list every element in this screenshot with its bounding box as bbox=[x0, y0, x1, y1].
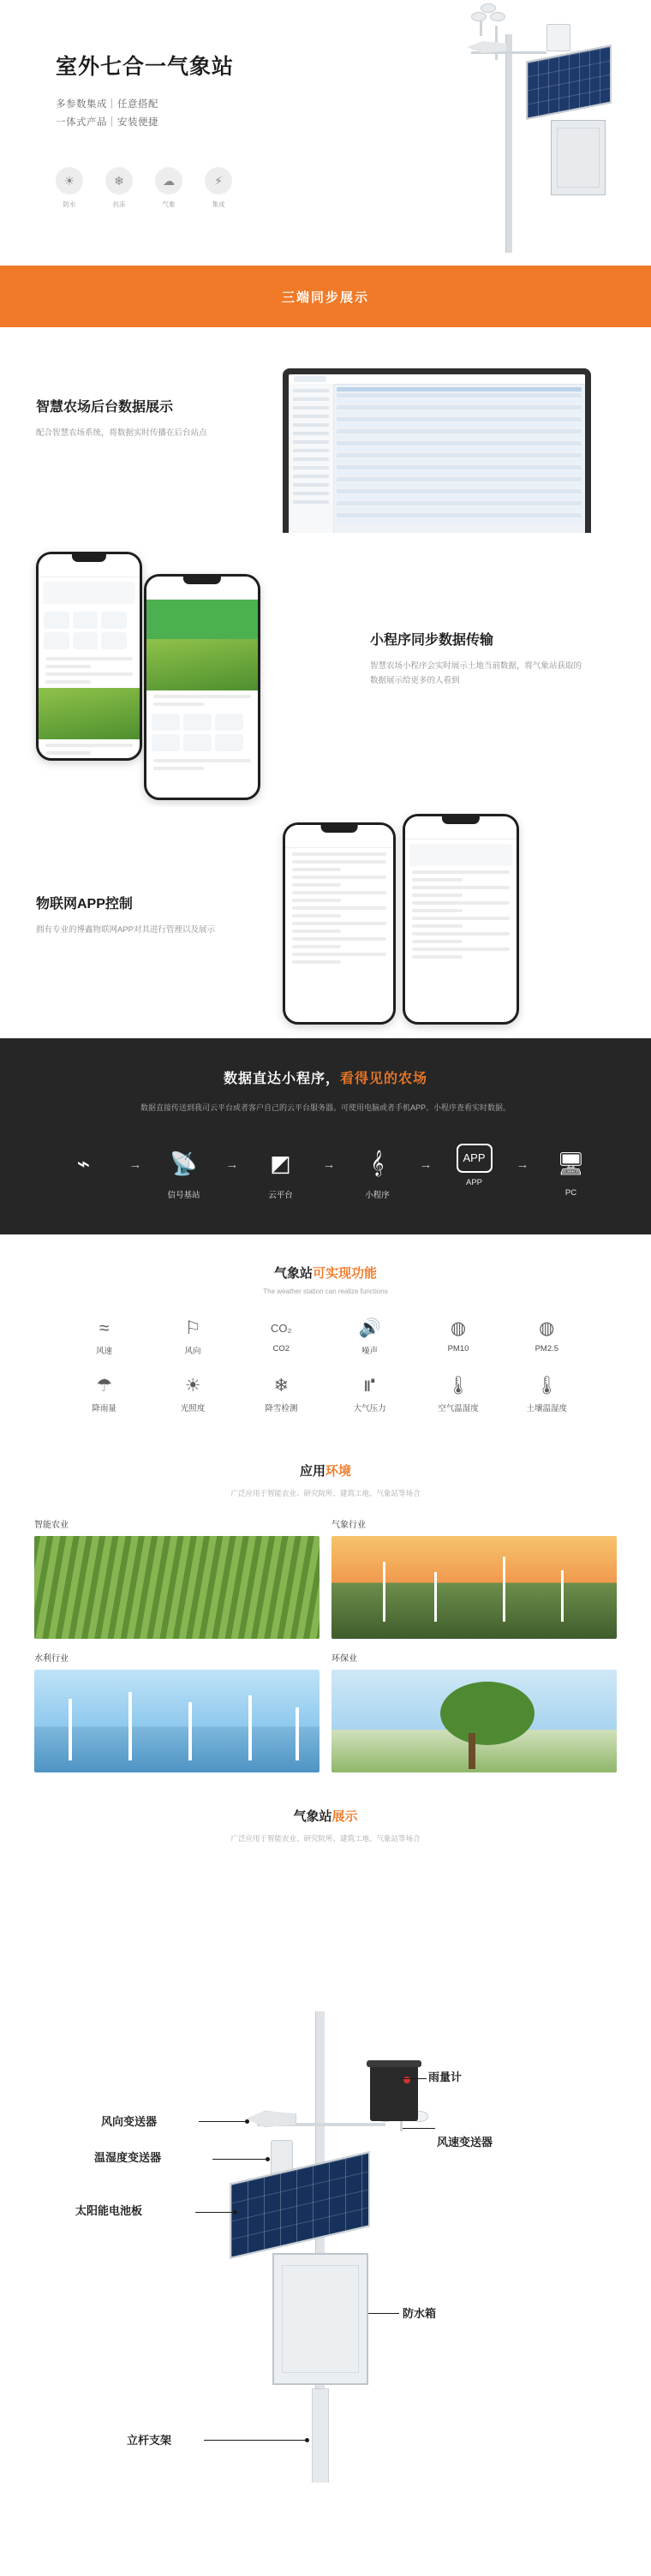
photo-caption-2: 水利行业 bbox=[34, 1654, 69, 1664]
rainfall-icon: ☂ bbox=[96, 1376, 113, 1396]
function-label-10: 空气温湿度 bbox=[438, 1404, 479, 1414]
marker-wind-direction bbox=[245, 2119, 249, 2124]
flow-arrow-2: → bbox=[225, 1157, 239, 1172]
hero-section bbox=[0, 0, 651, 266]
app-icon bbox=[457, 1144, 493, 1173]
flow-arrow-5: → bbox=[516, 1157, 529, 1172]
phone-photo bbox=[39, 688, 140, 739]
application-title-prefix: 应用 bbox=[299, 1464, 326, 1479]
integrated-icon: ⚡ bbox=[205, 167, 232, 194]
function-rainfall bbox=[60, 1375, 148, 1414]
functions-grid bbox=[60, 1318, 591, 1432]
snow-detection-icon: ❄ bbox=[273, 1376, 290, 1396]
application-section bbox=[0, 1455, 651, 1795]
photo-caption-3: 环保业 bbox=[331, 1654, 357, 1664]
function-illuminance bbox=[148, 1375, 236, 1414]
frost-resistant-icon: ❄ bbox=[105, 167, 133, 194]
flow-arrow-3: → bbox=[322, 1157, 336, 1172]
function-label-3: 噪声 bbox=[361, 1347, 379, 1356]
sync-banner-text: 三端同步展示 bbox=[281, 290, 369, 305]
flow-pc bbox=[538, 1144, 605, 1198]
hero-subtitle bbox=[56, 96, 234, 132]
backend-display-section bbox=[0, 327, 651, 533]
co2-icon: CO₂ bbox=[271, 1322, 292, 1335]
photo-image-3 bbox=[331, 1670, 617, 1772]
phone-notch bbox=[183, 577, 221, 584]
leader-waterproof-box bbox=[368, 2313, 399, 2314]
backend-desc: 配合智慧农场系统，将数据实时传播在后台站点 bbox=[36, 428, 207, 438]
app-control-section bbox=[0, 807, 651, 1038]
functions-section bbox=[0, 1234, 651, 1455]
function-co2 bbox=[237, 1318, 326, 1356]
data-flow-title bbox=[0, 1067, 651, 1087]
hero-feature-label-2: 气象 bbox=[162, 200, 176, 208]
phone-notch bbox=[72, 554, 106, 562]
function-soil-temp-humidity bbox=[503, 1375, 591, 1414]
data-flow-desc: 数据直接传送到我司云平台或者客户自己的云平台服务器。可使用电脑或者手机APP、小程序查看实时数据。 bbox=[140, 1103, 511, 1112]
flow-weather-station bbox=[47, 1144, 121, 1188]
function-label-5: PM2.5 bbox=[535, 1344, 559, 1354]
photo-caption-1: 气象行业 bbox=[331, 1521, 366, 1530]
hero-feature-label-0: 防水 bbox=[63, 200, 76, 208]
phone-card bbox=[43, 582, 135, 604]
application-desc: 广泛应用于智能农业、研究院所、建筑工地、气象站等场合 bbox=[230, 1489, 421, 1497]
phone-field-photo bbox=[146, 639, 258, 690]
functions-title-prefix: 气象站 bbox=[273, 1266, 313, 1281]
phone-notch bbox=[321, 825, 358, 833]
pc-monitor-icon: 🖥 bbox=[556, 1150, 585, 1176]
functions-subtitle-en: The weather station can realize functions bbox=[263, 1288, 388, 1295]
function-label-2: CO2 bbox=[272, 1344, 290, 1354]
anemometer-cup-3 bbox=[481, 3, 496, 13]
function-air-temp-humidity bbox=[414, 1375, 502, 1414]
rain-gauge-icon bbox=[546, 24, 570, 51]
flow-signal-base bbox=[151, 1144, 218, 1200]
flow-label-2: 信号基站 bbox=[167, 1191, 200, 1200]
flow-label-10: PC bbox=[564, 1188, 577, 1198]
backend-text-block bbox=[36, 396, 233, 440]
diagram-pole-base bbox=[312, 2388, 329, 2483]
data-flow-diagram bbox=[0, 1144, 651, 1200]
phone-mockup-4 bbox=[403, 814, 519, 1025]
exhibit-title-highlight: 展示 bbox=[331, 1809, 358, 1824]
app-text-block bbox=[36, 893, 233, 937]
app-desc: 拥有专业的博鑫物联网APP对其进行管理以及展示 bbox=[36, 925, 216, 935]
function-label-8: 降雪检测 bbox=[265, 1404, 298, 1414]
application-photo-grid bbox=[34, 1517, 617, 1772]
laptop-screen-content bbox=[289, 374, 585, 544]
marker-solar-panel bbox=[233, 2210, 237, 2214]
label-waterproof-box: 防水箱 bbox=[403, 2307, 437, 2320]
miniprogram-text-block bbox=[370, 629, 584, 688]
miniprogram-desc: 智慧农场小程序会实时展示土地当前数据，将气象站获取的数据展示给更多的人看到 bbox=[370, 661, 582, 685]
flow-label-4: 云平台 bbox=[268, 1191, 293, 1200]
function-label-1: 风向 bbox=[184, 1347, 201, 1356]
function-label-9: 大气压力 bbox=[353, 1404, 386, 1414]
hero-title: 室外七合一气象站 bbox=[56, 55, 235, 79]
solar-panel-image bbox=[526, 45, 612, 119]
label-wind-direction-transmitter: 风向变送器 bbox=[101, 2115, 158, 2128]
backend-title: 智慧农场后台数据展示 bbox=[36, 400, 174, 415]
marker-pole-bracket bbox=[305, 2438, 309, 2442]
function-air-pressure bbox=[326, 1375, 414, 1414]
functions-title-highlight: 可实现功能 bbox=[313, 1266, 378, 1281]
air-pressure-icon: ⑈ bbox=[364, 1376, 375, 1396]
photo-smart-agriculture bbox=[34, 1517, 320, 1639]
app-title: 物联网APP控制 bbox=[36, 897, 133, 911]
function-label-0: 风速 bbox=[96, 1347, 113, 1356]
function-snow-detection bbox=[237, 1375, 326, 1414]
data-flow-section bbox=[0, 1038, 651, 1234]
leader-rain-gauge bbox=[401, 2078, 427, 2079]
data-flow-title-highlight: 看得见的农场 bbox=[340, 1072, 428, 1086]
exhibit-title-prefix: 气象站 bbox=[293, 1809, 332, 1824]
phone-notch bbox=[442, 816, 480, 824]
function-wind-direction bbox=[148, 1318, 236, 1356]
pm10-icon: ◍ bbox=[450, 1318, 467, 1338]
function-noise bbox=[326, 1318, 414, 1356]
phone-data-grid bbox=[146, 710, 258, 755]
leader-wind-speed bbox=[403, 2128, 435, 2129]
dashboard-tab bbox=[294, 376, 326, 382]
solar-panel-icon bbox=[230, 2151, 370, 2259]
pm25-icon: ◍ bbox=[539, 1318, 555, 1338]
label-solar-panel: 太阳能电池板 bbox=[75, 2204, 143, 2217]
flow-cloud-platform bbox=[248, 1144, 314, 1200]
soil-temp-humidity-icon: 🌡 bbox=[535, 1376, 558, 1396]
phone-mockup-3 bbox=[283, 822, 396, 1025]
phone-mockup-1 bbox=[36, 552, 142, 761]
photo-image-0 bbox=[34, 1536, 320, 1639]
station-pole bbox=[505, 34, 512, 253]
waterproof-box-icon bbox=[272, 2253, 368, 2385]
laptop-mockup bbox=[283, 368, 617, 558]
anemometer-cup-2 bbox=[490, 12, 505, 21]
hero-feature-3 bbox=[203, 167, 234, 209]
flow-arrow-1: → bbox=[128, 1157, 142, 1172]
laptop-screen bbox=[283, 368, 591, 550]
phone-icon-grid bbox=[39, 608, 140, 653]
function-wind-speed bbox=[60, 1318, 148, 1356]
hero-feature-icons bbox=[54, 167, 234, 209]
photo-image-2 bbox=[34, 1670, 320, 1772]
label-rain-gauge: 雨量计 bbox=[428, 2071, 463, 2083]
dashboard-table bbox=[333, 384, 585, 544]
miniprogram-title: 小程序同步数据传输 bbox=[370, 633, 494, 648]
leader-wind-direction bbox=[199, 2121, 247, 2122]
photo-weather-industry bbox=[331, 1517, 617, 1639]
label-temp-humidity-transmitter: 温湿度变送器 bbox=[94, 2151, 162, 2164]
rain-gauge-icon bbox=[370, 2065, 418, 2121]
photo-caption-0: 智能农业 bbox=[34, 1521, 69, 1530]
photo-water-conservancy bbox=[34, 1651, 320, 1772]
hero-feature-0 bbox=[54, 167, 85, 209]
phone-green-header bbox=[146, 600, 258, 639]
noise-icon: 🔊 bbox=[358, 1318, 381, 1338]
wind-vane-icon bbox=[245, 2111, 296, 2127]
flow-label-6: 小程序 bbox=[365, 1191, 390, 1200]
tree-trunk bbox=[469, 1733, 475, 1769]
photo-environmental bbox=[331, 1651, 617, 1772]
flow-label-8: APP bbox=[465, 1178, 482, 1187]
dashboard-sidebar bbox=[289, 384, 334, 544]
exhibit-title bbox=[0, 1807, 651, 1825]
tree-canopy bbox=[440, 1682, 535, 1745]
wind-direction-icon: ⚐ bbox=[184, 1318, 201, 1338]
miniprogram-section bbox=[0, 533, 651, 807]
flow-arrow-4: → bbox=[419, 1157, 433, 1172]
data-flow-title-prefix: 数据直达小程序， bbox=[223, 1072, 340, 1086]
hero-feature-2 bbox=[153, 167, 184, 209]
wind-speed-icon: ≈ bbox=[99, 1318, 110, 1338]
marker-temp-humidity bbox=[266, 2157, 270, 2161]
leader-pole-bracket bbox=[204, 2440, 307, 2441]
weather-icon: ☁ bbox=[155, 167, 182, 194]
sync-banner bbox=[0, 266, 651, 327]
hero-feature-label-1: 抗冻 bbox=[112, 200, 126, 208]
phone-device-card bbox=[409, 844, 512, 866]
flow-miniprogram bbox=[344, 1144, 411, 1200]
leader-solar-panel bbox=[195, 2212, 235, 2213]
application-title-highlight: 环境 bbox=[326, 1464, 352, 1479]
app-icon-text: APP bbox=[463, 1151, 486, 1164]
cloud-platform-icon: ◩ bbox=[270, 1150, 291, 1176]
function-label-11: 土壤温湿度 bbox=[526, 1404, 568, 1414]
exhibit-desc: 广泛应用于智能农业、研究院所、建筑工地、气象站等场合 bbox=[230, 1834, 421, 1843]
anemometer-cup-1 bbox=[471, 12, 487, 21]
label-wind-speed-transmitter: 风速变送器 bbox=[437, 2136, 493, 2149]
weather-station-icon: ⌁ bbox=[76, 1150, 91, 1176]
function-label-7: 光照度 bbox=[180, 1404, 206, 1414]
application-title bbox=[0, 1461, 651, 1479]
hero-weather-station-image bbox=[343, 0, 625, 266]
waterproof-icon: ☀ bbox=[56, 167, 83, 194]
functions-title bbox=[0, 1264, 651, 1282]
air-temp-humidity-icon: 🌡 bbox=[446, 1376, 470, 1396]
hero-feature-1 bbox=[104, 167, 134, 209]
hero-feature-label-3: 集成 bbox=[212, 200, 225, 208]
hero-text-block bbox=[56, 50, 234, 132]
label-pole-bracket: 立杆支架 bbox=[127, 2434, 172, 2447]
flow-app bbox=[441, 1144, 508, 1187]
leader-temp-humidity bbox=[212, 2159, 267, 2160]
hero-subtitle-line2: 一体式产品｜安装便捷 bbox=[56, 117, 158, 128]
function-pm10 bbox=[414, 1318, 502, 1356]
photo-image-1 bbox=[331, 1536, 617, 1639]
illuminance-icon: ☀ bbox=[184, 1376, 201, 1396]
phone-mockup-2 bbox=[144, 574, 260, 800]
hero-subtitle-line1: 多参数集成｜任意搭配 bbox=[56, 99, 158, 110]
exhibit-section bbox=[0, 1795, 651, 2483]
miniprogram-icon: 𝄞 bbox=[370, 1150, 385, 1175]
function-pm25 bbox=[503, 1318, 591, 1356]
waterproof-box-image bbox=[551, 120, 606, 195]
signal-base-icon: 📡 bbox=[170, 1150, 198, 1176]
function-label-4: PM10 bbox=[447, 1344, 469, 1354]
function-label-6: 降雨量 bbox=[92, 1404, 116, 1414]
exhibit-diagram bbox=[0, 1866, 651, 2483]
